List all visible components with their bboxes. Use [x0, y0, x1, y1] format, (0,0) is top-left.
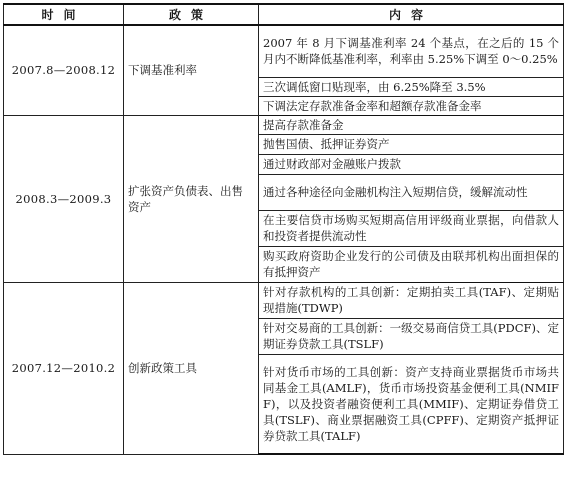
- policy-table: [3, 3, 564, 455]
- table-body: [4, 25, 564, 454]
- time-cell: 2007.12—2010.2: [4, 282, 124, 454]
- header-policy: 政策: [124, 4, 259, 25]
- content-cell: 抛售国债、抵押证券资产: [259, 134, 564, 154]
- content-cell: 2007 年 8 月下调基准利率 24 个基点，在之后的 15 个月内不断降低基准利率，利率由 5.25%下调至 0～0.25%: [259, 25, 564, 77]
- content-cell: 针对交易商的工具创新：一级交易商信贷工具(PDCF)、定期证券贷款工具(TSLF): [259, 318, 564, 354]
- time-cell: 2007.8—2008.12: [4, 25, 124, 115]
- content-cell: 通过各种途径向金融机构注入短期信贷，缓解流动性: [259, 174, 564, 210]
- content-cell: 下调法定存款准备金率和超额存款准备金率: [259, 96, 564, 115]
- header-time: 时间: [4, 4, 124, 25]
- content-cell: 通过财政部对金融账户拨款: [259, 154, 564, 174]
- header-row: [4, 4, 564, 25]
- table-header: [4, 4, 564, 25]
- table-row: [4, 282, 564, 318]
- content-cell: 针对存款机构的工具创新：定期拍卖工具(TAF)、定期贴现措施(TDWP): [259, 282, 564, 318]
- time-cell: 2008.3—2009.3: [4, 115, 124, 282]
- table-row: [4, 25, 564, 77]
- content-cell: 三次调低窗口贴现率，由 6.25%降至 3.5%: [259, 77, 564, 96]
- policy-cell: 创新政策工具: [124, 282, 259, 454]
- table-row: [4, 115, 564, 134]
- content-cell: 在主要信贷市场购买短期高信用评级商业票据，向借款人和投资者提供流动性: [259, 210, 564, 246]
- content-cell: 针对货币市场的工具创新：资产支持商业票据货币市场共同基金工具(AMLF)，货币市场投资基金便利工具(NMIFF)，以及投资者融资便利工具(MMIF)、定期证券借贷工具(TSLF)、商业票据融资工具(CPFF)、定期资产抵押证券贷款工具(TALF): [259, 354, 564, 454]
- policy-cell: 扩张资产负债表、出售资产: [124, 115, 259, 282]
- policy-cell: 下调基准利率: [124, 25, 259, 115]
- content-cell: 购买政府资助企业发行的公司债及由联邦机构出面担保的有抵押资产: [259, 246, 564, 282]
- header-content: 内容: [259, 4, 564, 25]
- content-cell: 提高存款准备金: [259, 115, 564, 134]
